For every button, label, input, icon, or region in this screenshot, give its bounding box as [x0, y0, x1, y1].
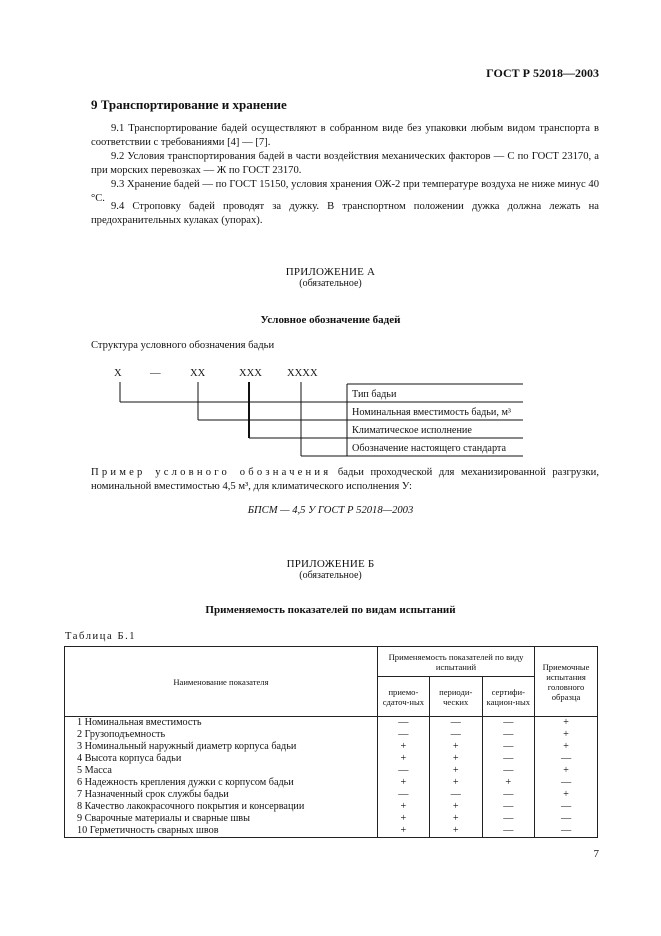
table-row — [65, 717, 598, 730]
column-header-periodic: периоди-ческих — [429, 677, 482, 717]
row-acceptance: + — [377, 813, 429, 825]
row-acceptance: — — [377, 717, 429, 730]
row-periodic: + — [429, 801, 482, 813]
row-prelim: — — [535, 753, 598, 765]
row-acceptance: — — [377, 789, 429, 801]
example-paragraph — [91, 466, 599, 494]
row-prelim: + — [535, 765, 598, 777]
designation-structure-diagram — [0, 360, 661, 460]
row-periodic: + — [429, 813, 482, 825]
table-label: Таблица Б.1 — [65, 631, 137, 642]
table-row — [65, 765, 598, 777]
row-name: 9 Сварочные материалы и сварные швы — [65, 813, 378, 825]
row-periodic: + — [429, 753, 482, 765]
row-acceptance: — — [377, 765, 429, 777]
row-periodic: + — [429, 741, 482, 753]
appendix-a-caption: Условное обозначение бадей — [260, 314, 401, 326]
legend-volume: Номинальная вместимость бадьи, м³ — [352, 407, 511, 418]
table-row — [65, 801, 598, 813]
row-periodic: — — [429, 717, 482, 730]
table-row — [65, 729, 598, 741]
row-acceptance: — — [377, 729, 429, 741]
legend-standard: Обозначение настоящего стандарта — [352, 443, 507, 454]
row-certification: — — [482, 741, 535, 753]
code-part-standard: ХХХХ — [287, 368, 318, 379]
row-periodic: + — [429, 825, 482, 838]
appendix-b-title: ПРИЛОЖЕНИЕ Б — [286, 558, 375, 570]
row-acceptance: + — [377, 825, 429, 838]
appendix-b-status: (обязательное) — [299, 570, 362, 581]
paragraph-9-2: 9.2 Условия транспортирования бадей в части воздействия механических факторов — С по ГОСТ 23170, а при морских перевозках — Ж по ГОСТ 23170. — [91, 151, 599, 176]
table-row — [65, 777, 598, 789]
table-row — [65, 789, 598, 801]
code-part-type: Х — [114, 368, 122, 379]
row-name: 3 Номинальный наружный диаметр корпуса бадьи — [65, 741, 378, 753]
row-certification: — — [482, 813, 535, 825]
example-prefix: Пример условного обозначения — [91, 467, 332, 478]
appendix-a-status: (обязательное) — [299, 278, 362, 289]
page-number: 7 — [593, 848, 599, 860]
row-prelim: — — [535, 825, 598, 838]
row-name: 10 Герметичность сварных швов — [65, 825, 378, 838]
code-part-volume: ХХ — [190, 368, 206, 379]
row-certification: — — [482, 753, 535, 765]
paragraph-9-4: 9.4 Строповку бадей проводят за дужку. В транспортном положении дужка должна лежать на предохранительных кулаках (упорах). — [91, 201, 599, 226]
example-text: бадьи проходческой для механизированной разгрузки, номинальной вместимостью 4,5 м³, для климатического исполнения У: — [91, 467, 599, 492]
legend-climate: Климатическое исполнение — [352, 425, 472, 436]
column-header-group: Применяемость показателей по виду испытаний — [377, 647, 534, 677]
row-periodic: — — [429, 789, 482, 801]
row-certification: — — [482, 717, 535, 730]
row-acceptance: + — [377, 741, 429, 753]
table-row — [65, 753, 598, 765]
row-certification: — — [482, 729, 535, 741]
row-periodic: — — [429, 729, 482, 741]
row-prelim: + — [535, 741, 598, 753]
row-acceptance: + — [377, 777, 429, 789]
section-title: 9 Транспортирование и хранение — [91, 97, 287, 112]
code-part-climate: ХХХ — [239, 368, 262, 379]
column-header-acceptance: приемо-сдаточ-ных — [377, 677, 429, 717]
row-name: 6 Надежность крепления дужки с корпусом бадьи — [65, 777, 378, 789]
row-certification: + — [482, 777, 535, 789]
row-prelim: — — [535, 813, 598, 825]
column-header-certification: сертифи-кацион-ных — [482, 677, 535, 717]
row-name: 4 Высота корпуса бадьи — [65, 753, 378, 765]
row-periodic: + — [429, 765, 482, 777]
row-name: 2 Грузоподъемность — [65, 729, 378, 741]
row-prelim: + — [535, 729, 598, 741]
legend-type: Тип бадьи — [352, 389, 397, 400]
row-acceptance: + — [377, 753, 429, 765]
structure-label: Структура условного обозначения бадьи — [91, 340, 275, 351]
appendix-b-caption: Применяемость показателей по видам испытаний — [205, 604, 456, 616]
row-acceptance: + — [377, 801, 429, 813]
row-name: 5 Масса — [65, 765, 378, 777]
row-prelim: + — [535, 717, 598, 730]
row-name: 8 Качество лакокрасочного покрытия и консервации — [65, 801, 378, 813]
table-row — [65, 813, 598, 825]
column-header-name: Наименование показателя — [65, 647, 378, 717]
example-designation: БПСМ — 4,5 У ГОСТ Р 52018—2003 — [247, 505, 414, 516]
column-header-prelim: Приемочные испытания головного образца — [535, 647, 598, 717]
row-certification: — — [482, 789, 535, 801]
applicability-table — [64, 646, 598, 838]
paragraph-9-3: 9.3 Хранение бадей — по ГОСТ 15150, условия хранения ОЖ-2 при температуре воздуха не ниже минус 40 °С. — [91, 179, 599, 204]
row-prelim: — — [535, 777, 598, 789]
code-part-dash: — — [150, 368, 161, 379]
row-name: 7 Назначенный срок службы бадьи — [65, 789, 378, 801]
table-row — [65, 825, 598, 838]
row-prelim: — — [535, 801, 598, 813]
row-prelim: + — [535, 789, 598, 801]
row-name: 1 Номинальная вместимость — [65, 717, 378, 730]
standard-header: ГОСТ Р 52018—2003 — [486, 66, 599, 80]
table-body — [65, 717, 598, 838]
appendix-a-title: ПРИЛОЖЕНИЕ А — [285, 266, 376, 278]
table-row — [65, 741, 598, 753]
row-periodic: + — [429, 777, 482, 789]
paragraph-9-1: 9.1 Транспортирование бадей осуществляют в собранном виде без упаковки любым видом транспорта в соответствии с требованиями [4] — [7]. — [91, 123, 599, 148]
row-certification: — — [482, 765, 535, 777]
row-certification: — — [482, 801, 535, 813]
row-certification: — — [482, 825, 535, 838]
